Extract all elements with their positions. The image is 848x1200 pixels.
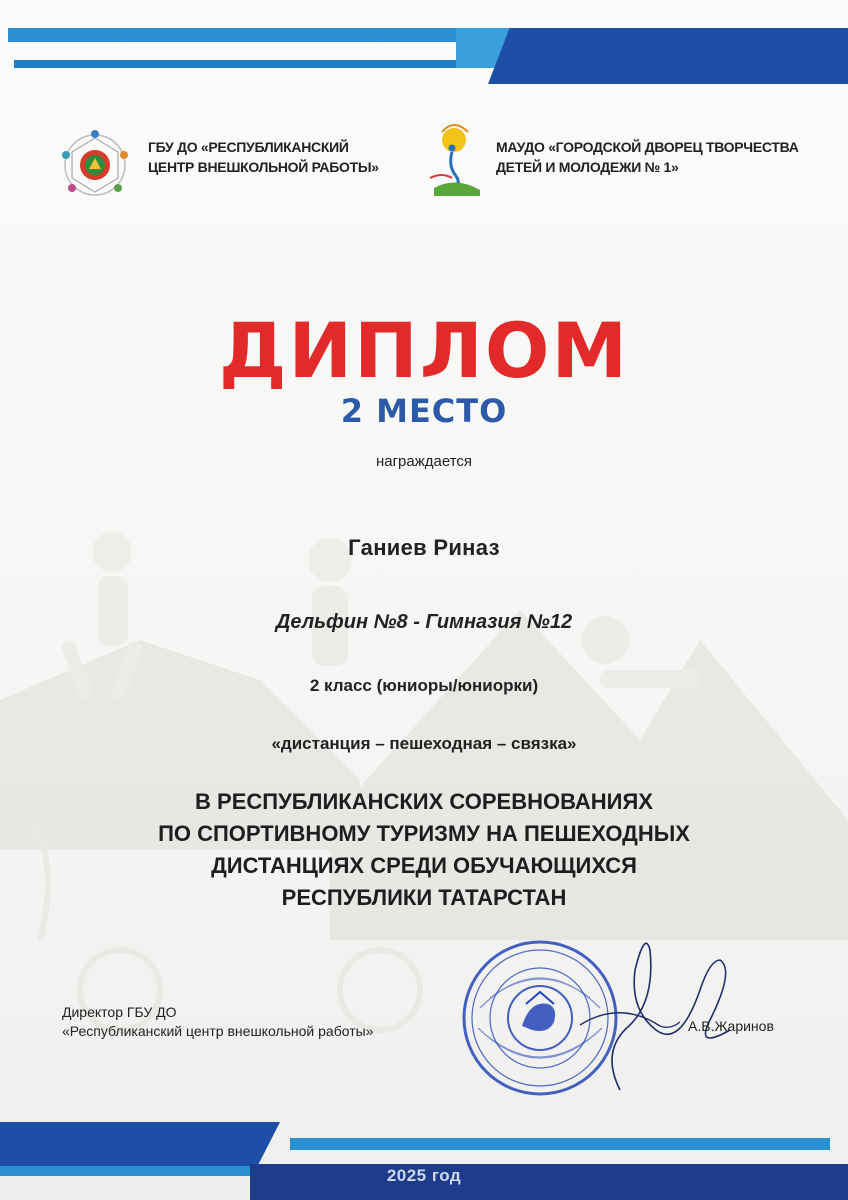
diploma-title: ДИПЛОМ xyxy=(218,306,630,395)
team-name: Дельфин №8 - Гимназия №12 xyxy=(275,611,573,633)
signer-name: А.В.Жаринов xyxy=(688,1018,774,1034)
top-decor-stripe xyxy=(8,28,468,42)
event-line-4: РЕСПУБЛИКИ ТАТАРСТАН xyxy=(281,885,567,910)
director-line-1: Директор ГБУ ДО xyxy=(62,1004,177,1020)
event-description xyxy=(60,786,788,914)
youth-palace-logo xyxy=(428,118,486,198)
top-decor-stripe-thin xyxy=(14,60,484,68)
org-right-line-2: ДЕТЕЙ И МОЛОДЕЖИ № 1» xyxy=(496,159,679,175)
event-line-2: ПО СПОРТИВНОМУ ТУРИЗМУ НА ПЕШЕХОДНЫХ xyxy=(158,821,690,846)
org-left-line-1: ГБУ ДО «РЕСПУБЛИКАНСКИЙ xyxy=(148,139,349,155)
class-label: 2 класс (юниоры/юниорки) xyxy=(309,676,539,695)
org-left-name xyxy=(148,137,388,177)
org-right-line-1: МАУДО «ГОРОДСКОЙ ДВОРЕЦ ТВОРЧЕСТВА xyxy=(496,139,799,155)
event-line-3: ДИСТАНЦИЯХ СРЕДИ ОБУЧАЮЩИХСЯ xyxy=(211,853,637,878)
awarded-label: награждается xyxy=(375,453,473,470)
year-label: 2025 год xyxy=(386,1166,462,1185)
director-line-2: «Республиканский центр внешкольной работы» xyxy=(62,1023,374,1039)
director-title xyxy=(62,1003,482,1041)
discipline-label: «дистанция – пешеходная – связка» xyxy=(271,734,577,753)
event-line-1: В РЕСПУБЛИКАНСКИХ СОРЕВНОВАНИЯХ xyxy=(195,789,653,814)
bottom-decor-stripe xyxy=(290,1138,830,1150)
republican-center-logo xyxy=(58,128,132,202)
org-right-name xyxy=(496,137,816,177)
top-decor-block xyxy=(488,28,848,84)
org-left-line-2: ЦЕНТР ВНЕШКОЛЬНОЙ РАБОТЫ» xyxy=(148,159,379,175)
recipient-name: Ганиев Риназ xyxy=(348,535,500,560)
bottom-decor-block xyxy=(0,1122,280,1166)
director-signature xyxy=(560,930,750,1100)
place-label: 2 МЕСТО xyxy=(340,392,508,430)
